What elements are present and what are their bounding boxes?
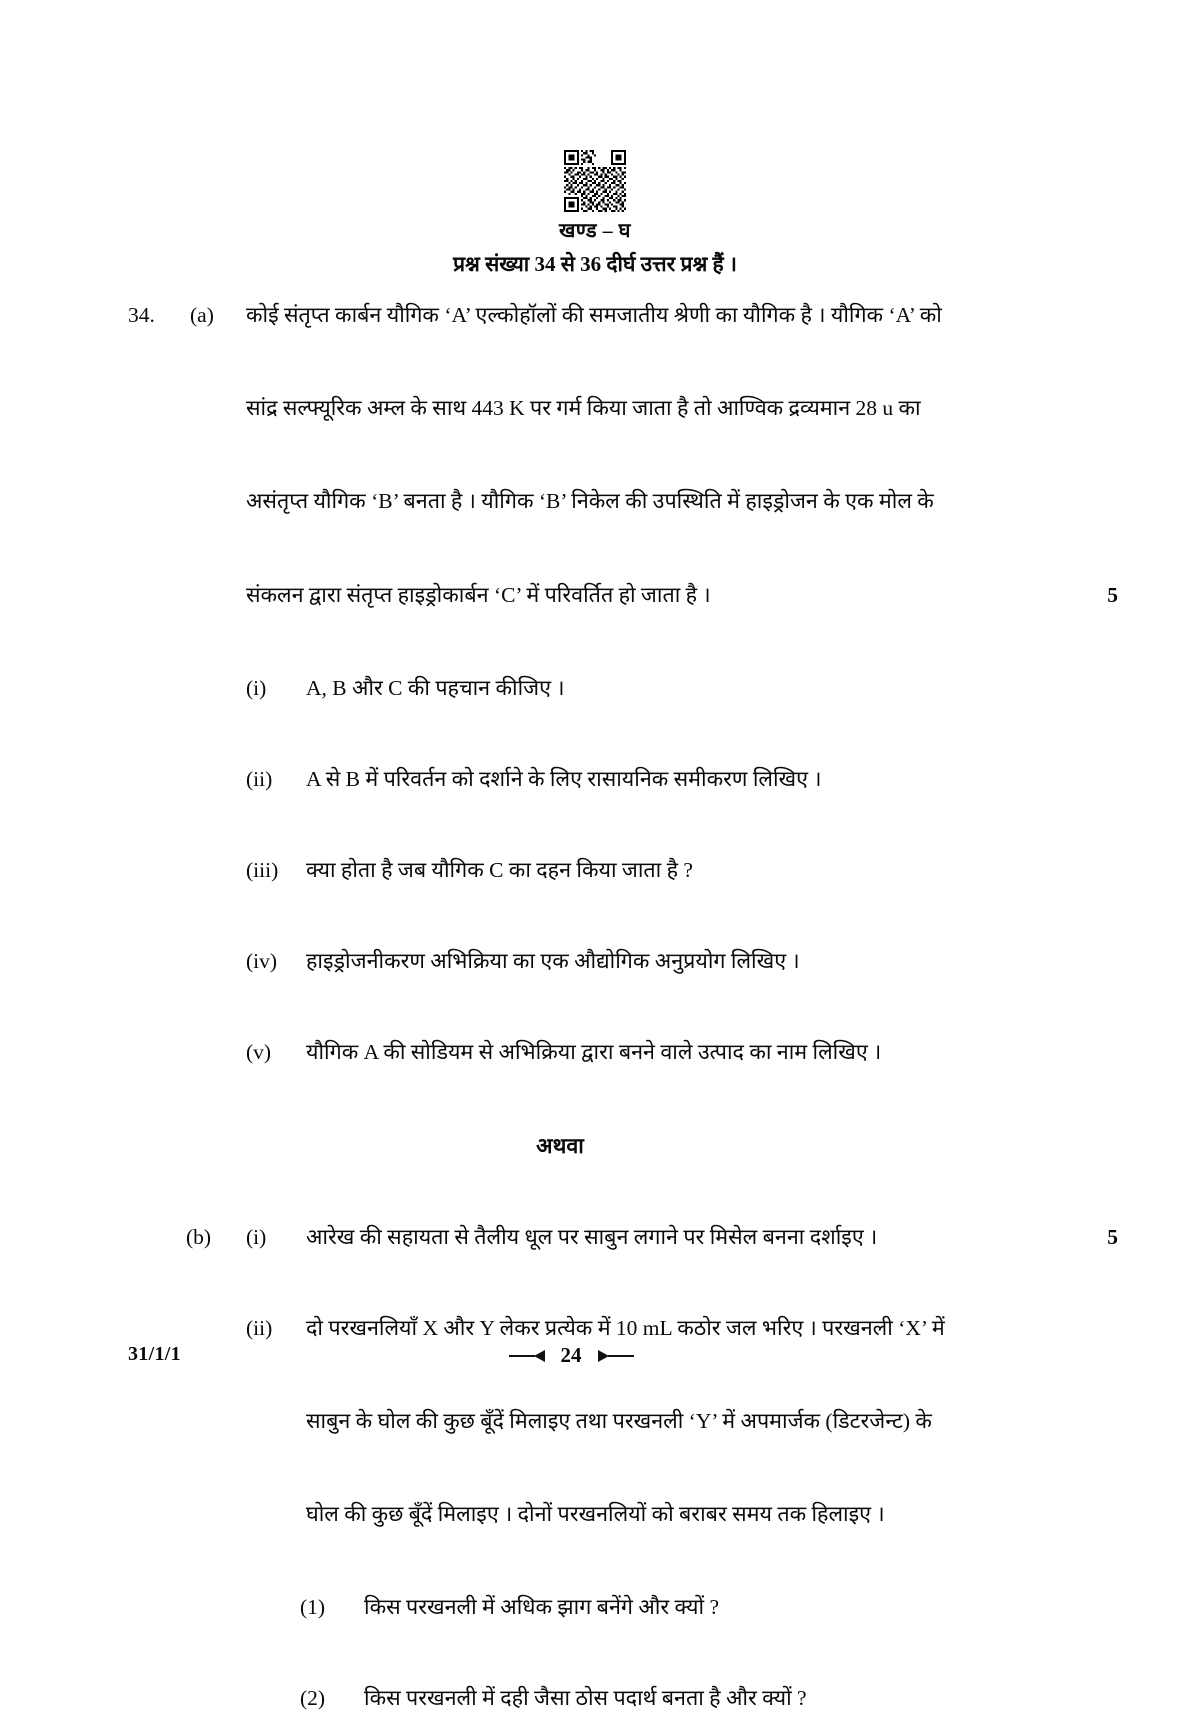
- page-number: 24: [560, 1343, 582, 1367]
- item-text: A, B और C की पहचान कीजिए ।: [306, 675, 565, 700]
- part-a-line-4: संकलन द्वारा संतृप्त हाइड्रोकार्बन ‘C’ में परिवर्तित हो जाता है ।: [246, 582, 711, 607]
- part-a-label: (a): [190, 303, 214, 327]
- ornament-right-icon: [594, 1349, 634, 1363]
- line-gap: [0, 1437, 1190, 1499]
- part-a-line-2: सांद्र सल्फ्यूरिक अम्ल के साथ 443 K पर गर्म किया जाता है तो आण्विक द्रव्यमान 28 u का: [246, 396, 921, 421]
- line-gap: [0, 886, 1190, 946]
- item-text: किस परखनली में अधिक झाग बनेंगे और क्यों ?: [364, 1595, 719, 1620]
- item-label: (iii): [246, 858, 279, 883]
- ornament-left-icon: [509, 1349, 549, 1363]
- item-text: किस परखनली में दही जैसा ठोस पदार्थ बनता है और क्यों ?: [364, 1686, 807, 1711]
- item-label: (ii): [246, 766, 273, 791]
- line-gap: [0, 424, 1190, 486]
- part-a-marks: 5: [1107, 582, 1118, 607]
- section-title: खण्ड – घ: [559, 220, 631, 242]
- item-label: (2): [300, 1686, 326, 1711]
- line-gap: [0, 704, 1190, 764]
- line-gap: [0, 331, 1190, 393]
- part-a-item: [246, 673, 1118, 704]
- question-body: [0, 300, 1190, 1715]
- question-number: 34.: [128, 303, 155, 327]
- part-a-item: [246, 946, 1118, 977]
- item-text: A से B में परिवर्तन को दर्शाने के लिए रासायनिक समीकरण लिखिए ।: [306, 766, 822, 791]
- part-a-line-3: असंतृप्त यौगिक ‘B’ बनता है । यौगिक ‘B’ निकेल की उपस्थिति में हाइड्रोजन के एक मोल के: [246, 489, 934, 514]
- part-a-line-3-row: [246, 486, 1118, 517]
- item-label: (iv): [246, 949, 278, 974]
- part-a-item: [246, 1037, 1118, 1068]
- part-b-ii-line-3: घोल की कुछ बूँदें मिलाइए । दोनों परखनलियों को बराबर समय तक हिलाइए ।: [306, 1502, 885, 1527]
- part-a-line-2-row: [246, 393, 1118, 424]
- part-b-sub-item: [300, 1592, 1118, 1623]
- part-b-item-ii: [186, 1313, 1118, 1344]
- page-number-group: [0, 1343, 1190, 1368]
- item-label: (1): [300, 1595, 326, 1620]
- qr-code-icon: [564, 150, 626, 212]
- part-a-line-4-row: [246, 580, 1118, 611]
- line-gap: [0, 1069, 1190, 1131]
- line-gap: [0, 1160, 1190, 1222]
- page-footer: [0, 1343, 1190, 1377]
- item-text: क्या होता है जब यौगिक C का दहन किया जाता है ?: [306, 858, 693, 883]
- part-b-label: (b): [186, 1224, 212, 1249]
- line-gap: [0, 1530, 1190, 1592]
- part-a-item: [246, 764, 1118, 795]
- part-b-ii-line-2: साबुन के घोल की कुछ बूँदें मिलाइए तथा परखनली ‘Y’ में अपमार्जक (डिटरजेन्ट) के: [306, 1408, 932, 1433]
- paper-code: 31/1/1: [128, 1343, 181, 1365]
- item-label: (i): [246, 1224, 267, 1249]
- item-label: (v): [246, 1040, 272, 1065]
- part-b-item-i: [186, 1222, 1118, 1253]
- line-gap: [0, 518, 1190, 580]
- part-a-item: [246, 855, 1118, 886]
- item-text: यौगिक A की सोडियम से अभिक्रिया द्वारा बनने वाले उत्पाद का नाम लिखिए ।: [306, 1040, 882, 1065]
- part-b-sub-item: [300, 1683, 1118, 1714]
- part-b-marks: 5: [1107, 1224, 1118, 1249]
- item-label: (ii): [246, 1315, 273, 1340]
- line-gap: [0, 977, 1190, 1037]
- line-gap: [0, 1623, 1190, 1683]
- line-gap: [0, 795, 1190, 855]
- item-text: आरेख की सहायता से तैलीय धूल पर साबुन लगाने पर मिसेल बनना दर्शाइए ।: [306, 1224, 878, 1249]
- item-text: हाइड्रोजनीकरण अभिक्रिया का एक औद्योगिक अनुप्रयोग लिखिए ।: [306, 949, 800, 974]
- page-header: [0, 150, 1190, 278]
- item-label: (i): [246, 675, 267, 700]
- section-instruction: प्रश्न संख्या 34 से 36 दीर्घ उत्तर प्रश्न हैं ।: [453, 252, 737, 276]
- part-b-ii-line-1: दो परखनलियाँ X और Y लेकर प्रत्येक में 10 mL कठोर जल भरिए । परखनली ‘X’ में: [306, 1315, 945, 1340]
- part-a-line-1: कोई संतृप्त कार्बन यौगिक ‘A’ एल्कोहॉलों की समजातीय श्रेणी का यौगिक है । यौगिक ‘A’ को: [246, 303, 942, 327]
- question-34-first-line: [0, 300, 1190, 331]
- line-gap: [0, 1253, 1190, 1313]
- line-gap: [0, 611, 1190, 673]
- or-separator: अथवा: [536, 1133, 584, 1158]
